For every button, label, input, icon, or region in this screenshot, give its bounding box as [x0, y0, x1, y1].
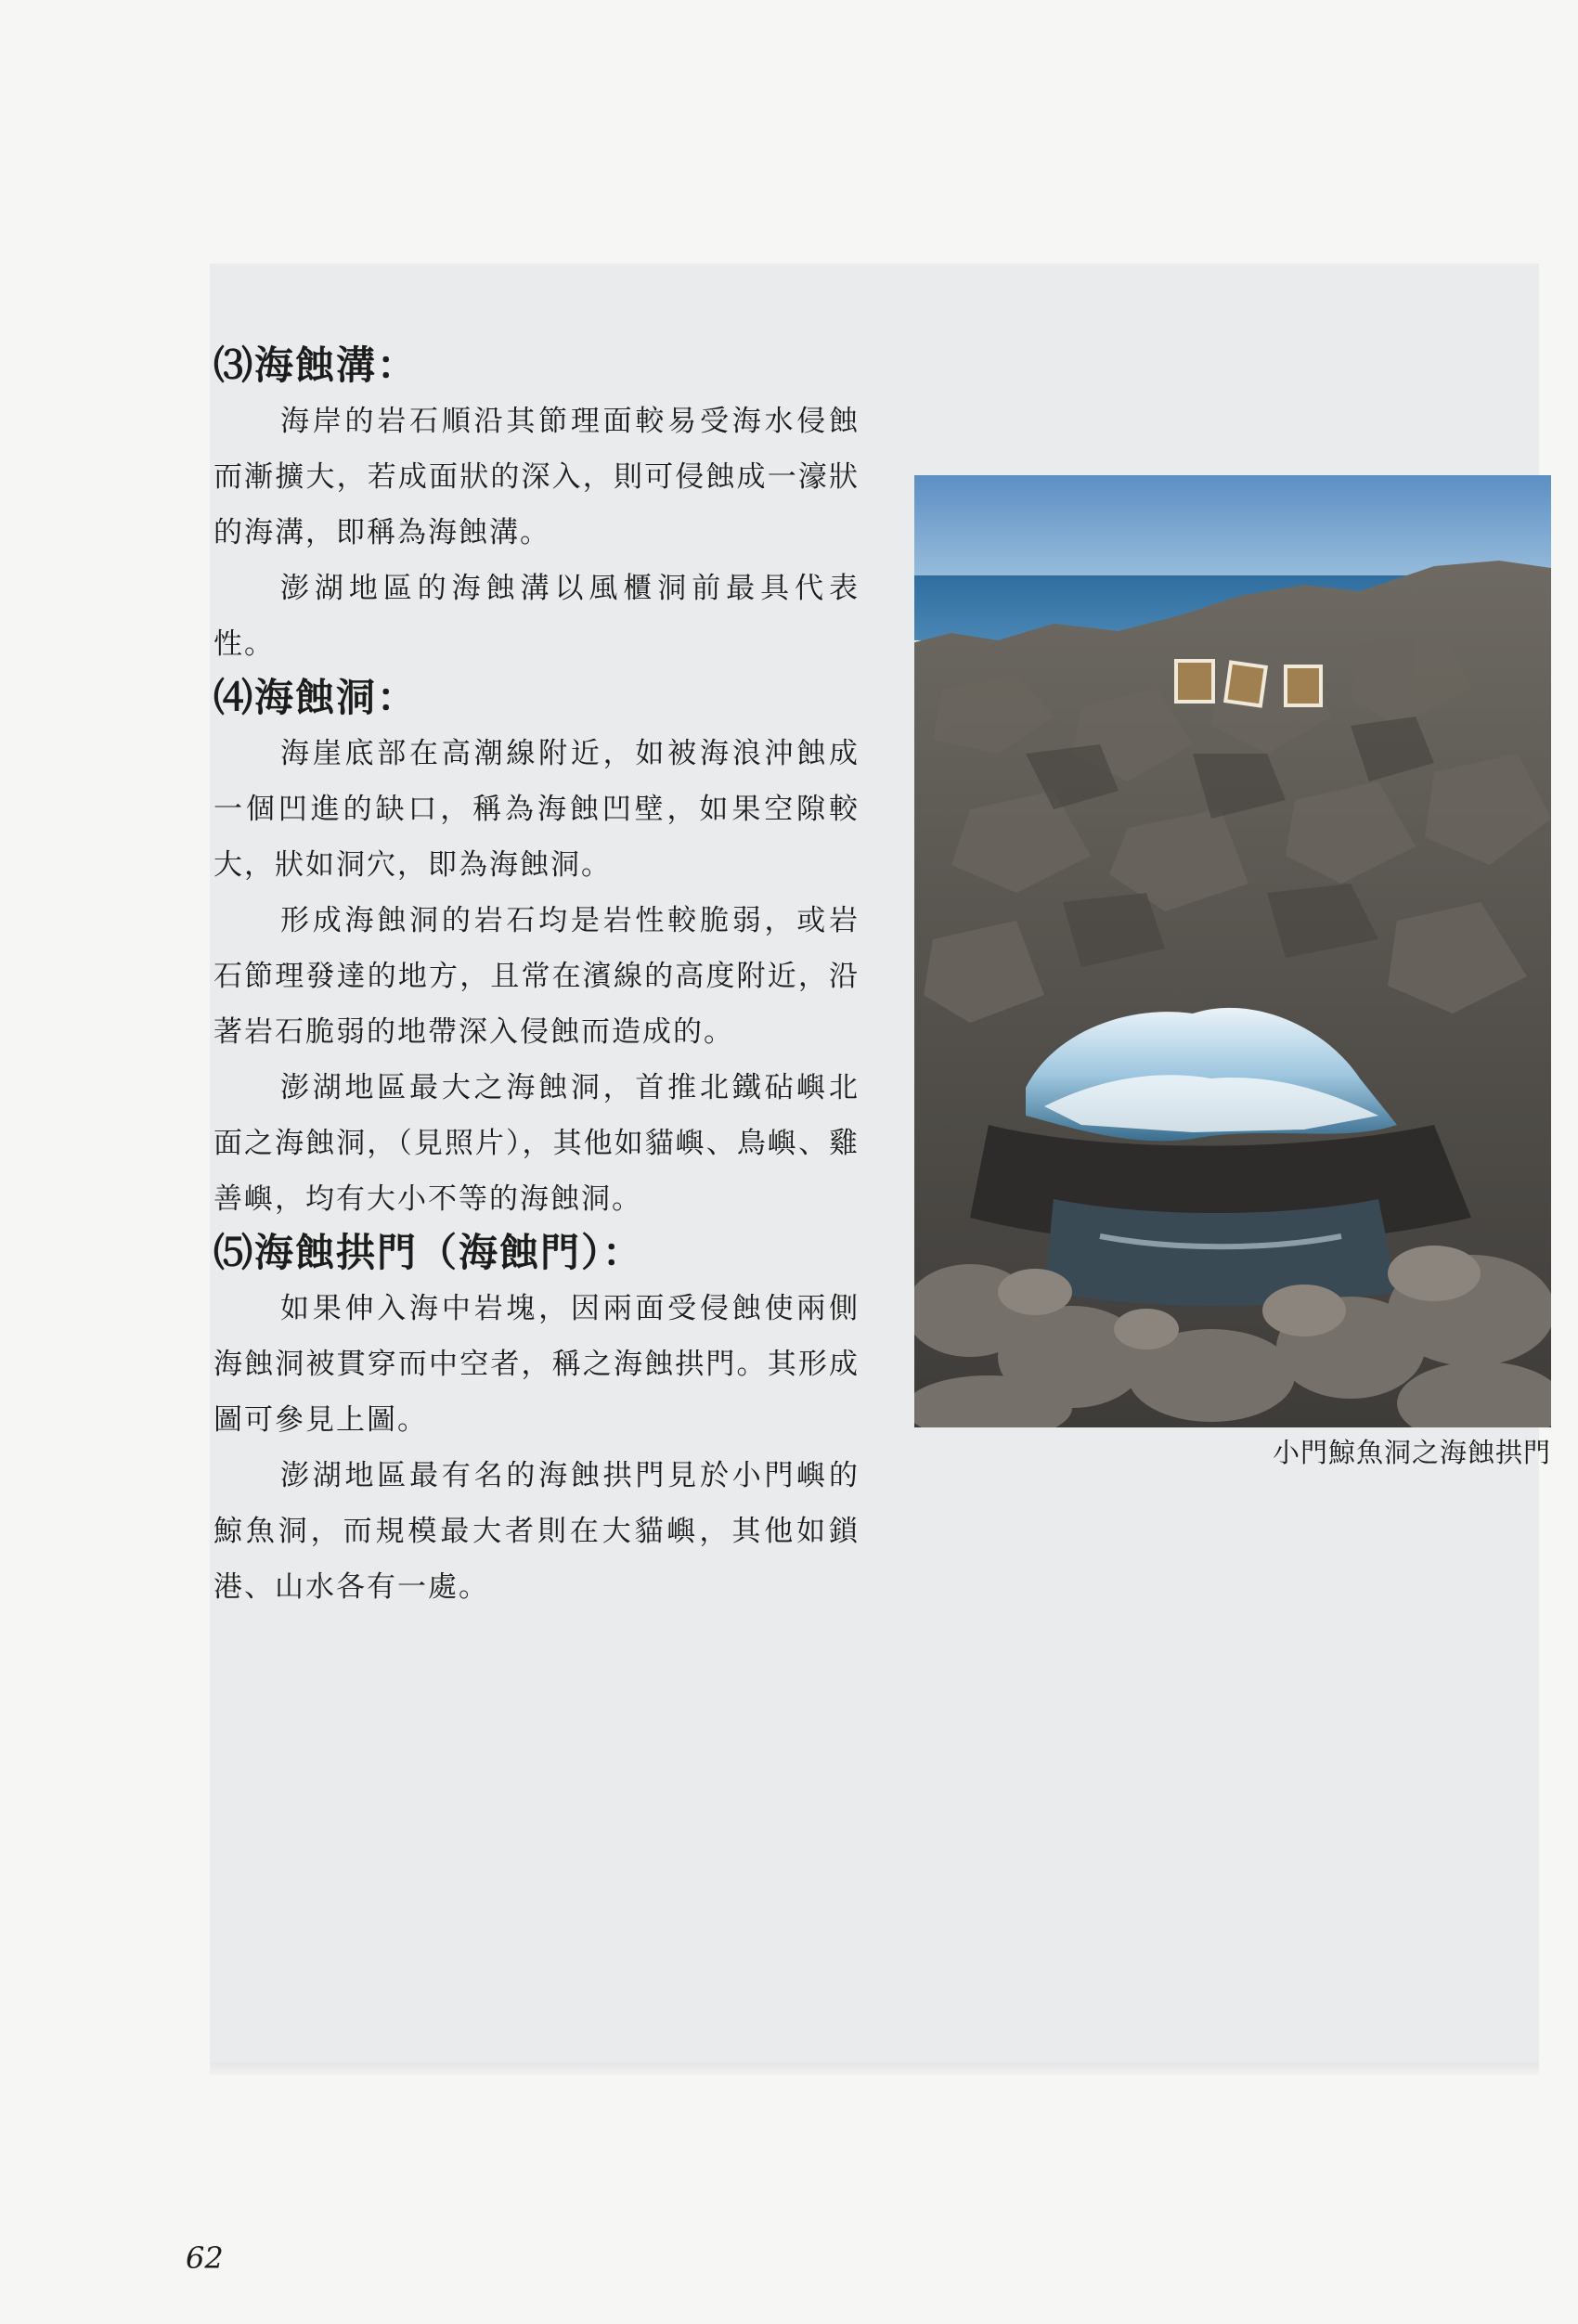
page-number: 62	[186, 2240, 224, 2276]
section-4-paragraph-2: 形成海蝕洞的岩石均是岩性較脆弱，或岩石節理發達的地方，且常在濱線的高度附近，沿著岩石脆弱的地帶深入侵蝕而造成的。	[213, 904, 860, 1049]
section-3-paragraph-2: 澎湖地區的海蝕溝以風櫃洞前最具代表性。	[213, 572, 860, 661]
section-5-heading: ⑸海蝕拱門（海蝕門）：	[213, 1230, 644, 1275]
section-3-paragraph-1: 海岸的岩石順沿其節理面較易受海水侵蝕而漸擴大，若成面狀的深入，則可侵蝕成一濠狀的海溝，即稱為海蝕溝。	[213, 405, 860, 549]
section-4-paragraph-3: 澎湖地區最大之海蝕洞，首推北鐵砧嶼北面之海蝕洞，（見照片），其他如貓嶼、鳥嶼、雞善嶼，均有大小不等的海蝕洞。	[213, 1071, 860, 1216]
section-3-heading: ⑶海蝕溝：	[213, 342, 419, 388]
panel-shadow	[210, 2062, 1539, 2075]
section-5-paragraph-2: 澎湖地區最有名的海蝕拱門見於小門嶼的鯨魚洞，而規模最大者則在大貓嶼，其他如鎖港、山水各有一處。	[213, 1459, 860, 1604]
section-5-paragraph-1: 如果伸入海中岩塊，因兩面受侵蝕使兩側海蝕洞被貫穿而中空者，稱之海蝕拱門。其形成圖可參見上圖。	[213, 1292, 860, 1437]
section-4-paragraph-1: 海崖底部在高潮線附近，如被海浪沖蝕成一個凹進的缺口，稱為海蝕凹壁，如果空隙較大，狀如洞穴，即為海蝕洞。	[213, 737, 860, 882]
sea-arch-photo	[914, 475, 1551, 1427]
photo-caption: 小門鯨魚洞之海蝕拱門	[1272, 1437, 1551, 1468]
main-text-column	[210, 340, 860, 1615]
section-4-heading: ⑷海蝕洞：	[213, 675, 419, 720]
